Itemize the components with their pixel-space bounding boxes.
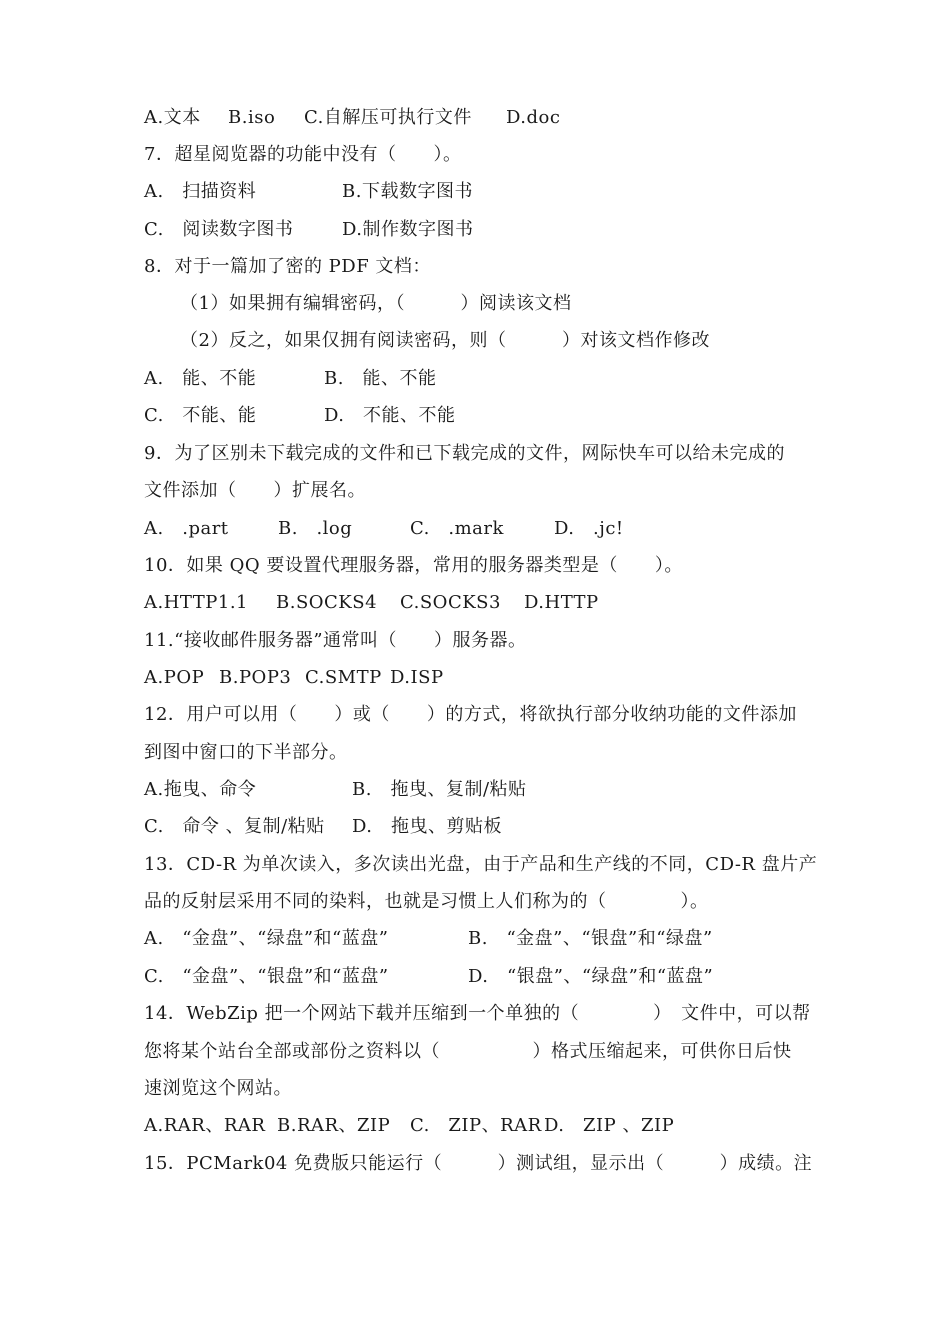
option-b: B.RAR、ZIP [277,1115,391,1136]
question-12-cont: 到图中窗口的下半部分。 [144,742,348,763]
q12-options-ab [144,776,527,804]
q8-options-cd [144,402,456,430]
option-c: C. ZIP、RAR [410,1115,542,1136]
option-a: A.文本 [144,107,201,128]
option-b: B.iso [228,107,276,128]
q6-options [144,104,561,132]
option-d: D. 拖曳、剪贴板 [352,816,503,837]
option-a: A. 扫描资料 [144,181,257,202]
option-c: C. 不能、能 [144,405,257,426]
option-d: D.ISP [390,667,444,688]
question-9-cont: 文件添加（ ）扩展名。 [144,480,366,501]
question-11: 11.“接收邮件服务器”通常叫（ ）服务器。 [144,630,527,651]
q13-options-cd [144,963,714,991]
option-d: D.HTTP [524,592,599,613]
option-d: D.doc [506,107,561,128]
question-15: 15．PCMark04 免费版只能运行（ ）测试组，显示出（ ）成绩。注 [144,1153,813,1174]
question-9: 9．为了区别未下载完成的文件和已下载完成的文件，网际快车可以给未完成的 [144,443,785,464]
option-a: A.HTTP1.1 [144,592,249,613]
option-c: C.SMTP [305,667,382,688]
question-13-cont: 品的反射层采用不同的染料，也就是习惯上人们称为的（ ）。 [144,891,709,912]
option-b: B.POP3 [219,667,292,688]
q8-options-ab [144,365,437,393]
q14-options [144,1112,675,1140]
option-a: A.RAR、RAR [144,1115,266,1136]
option-c: C. “金盘”、“银盘”和“蓝盘” [144,966,389,987]
q9-options [144,515,624,543]
option-b: B. .log [278,518,353,539]
q10-options [144,589,599,617]
option-c: C.自解压可执行文件 [304,107,472,128]
option-c: C. 阅读数字图书 [144,219,294,240]
option-a: A. “金盘”、“绿盘”和“蓝盘” [144,928,389,949]
option-b: B. 能、不能 [324,368,437,389]
option-b: B. 拖曳、复制/粘贴 [352,779,527,800]
option-b: B.SOCKS4 [276,592,378,613]
question-14-cont: 您将某个站台全部或部份之资料以（ ）格式压缩起来，可供你日后快 [144,1041,792,1062]
option-b: B.下载数字图书 [342,181,473,202]
option-a: A. .part [144,518,229,539]
option-d: D.制作数字图书 [342,219,474,240]
option-c: C. .mark [410,518,504,539]
question-10: 10．如果 QQ 要设置代理服务器，常用的服务器类型是（ ）。 [144,555,683,576]
q11-options [144,664,444,692]
option-d: D. ZIP 、ZIP [544,1115,675,1136]
q7-options-ab [144,178,473,206]
option-a: A.拖曳、命令 [144,779,257,800]
question-8-part-1: （1）如果拥有编辑密码，（ ）阅读该文档 [180,293,572,314]
option-a: A.POP [144,667,205,688]
question-8-part-2: （2）反之，如果仅拥有阅读密码，则（ ）对该文档作修改 [180,330,710,351]
q12-options-cd [144,813,503,841]
option-d: D. 不能、不能 [324,405,456,426]
q7-options-cd [144,216,474,244]
question-13: 13．CD-R 为单次读入，多次读出光盘，由于产品和生产线的不同，CD-R 盘片产 [144,854,818,875]
option-b: B. “金盘”、“银盘”和“绿盘” [468,928,713,949]
q13-options-ab [144,925,713,953]
question-12: 12．用户可以用（ ）或（ ）的方式，将欲执行部分收纳功能的文件添加 [144,704,797,725]
option-c: C. 命令 、复制/粘贴 [144,816,325,837]
option-c: C.SOCKS3 [400,592,501,613]
option-d: D. .jc! [554,518,624,539]
question-14-cont-2: 速浏览这个网站。 [144,1078,292,1099]
question-14: 14．WebZip 把一个网站下载并压缩到一个单独的（ ） 文件中，可以帮 [144,1003,811,1024]
question-7: 7．超星阅览器的功能中没有（ ）。 [144,144,462,165]
option-d: D. “银盘”、“绿盘”和“蓝盘” [468,966,714,987]
option-a: A. 能、不能 [144,368,257,389]
question-8: 8．对于一篇加了密的 PDF 文档： [144,256,431,277]
